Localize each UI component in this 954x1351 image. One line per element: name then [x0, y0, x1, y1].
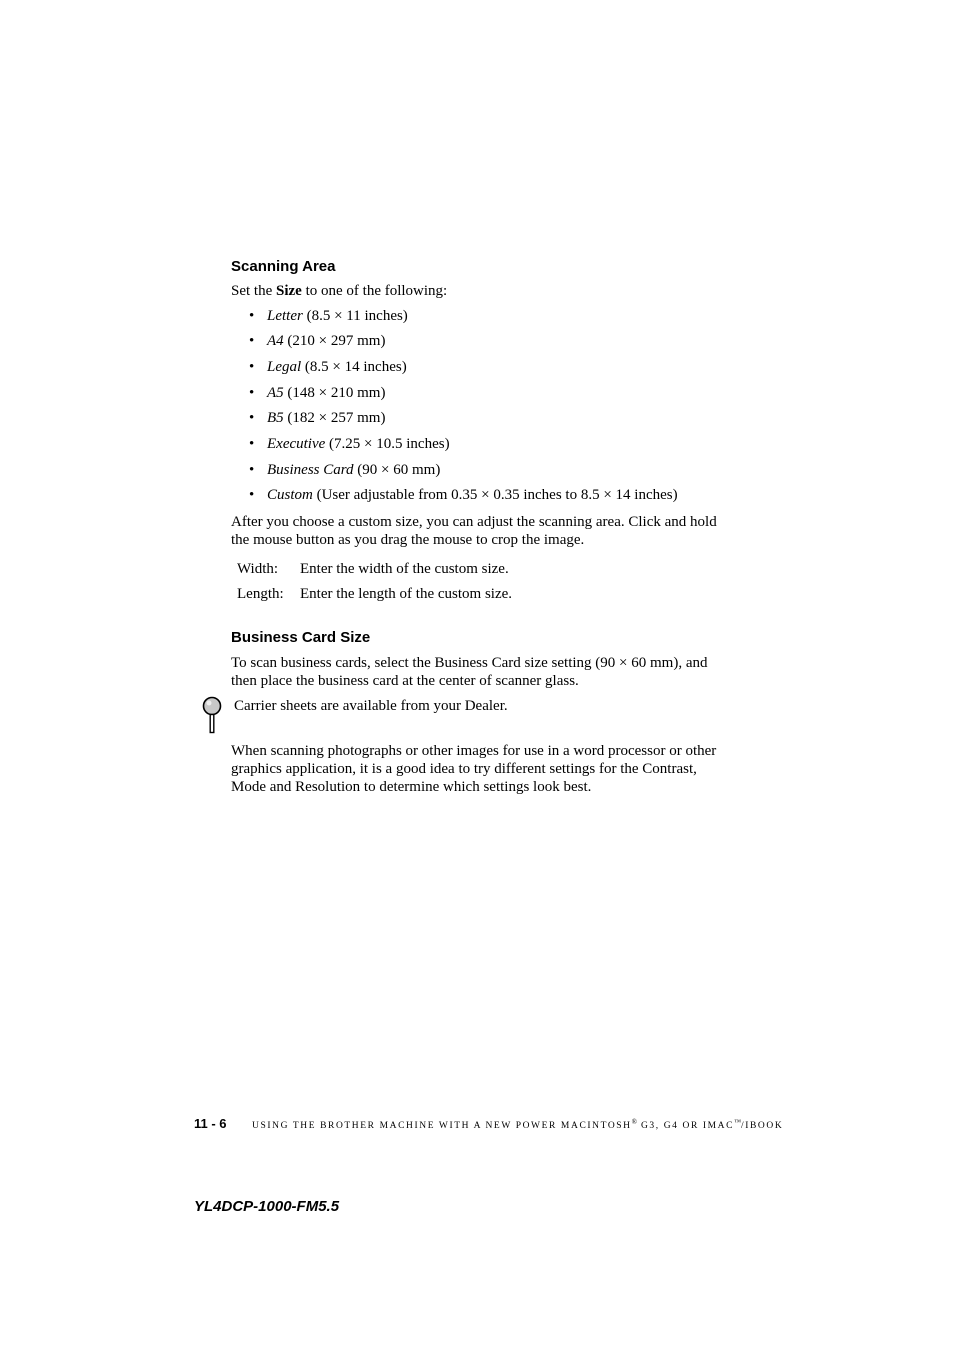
bullet: • — [249, 359, 255, 375]
def-term-length: Length: — [237, 586, 284, 602]
scanning-area-intro — [231, 282, 447, 300]
bullet: • — [249, 333, 255, 349]
bullet: • — [249, 410, 255, 426]
document-code: YL4DCP-1000-FM5.5 — [194, 1198, 340, 1215]
bullet: • — [249, 462, 255, 478]
bullet: • — [249, 385, 255, 401]
list-item: A5 (148 × 210 mm) — [267, 385, 386, 401]
custom-size-paragraph: After you choose a custom size, you can adjust the scanning area. Click and hold the mouse button as you drag the mouse to crop the image. — [231, 514, 717, 548]
list-item: B5 (182 × 257 mm) — [267, 410, 386, 426]
list-item: Legal (8.5 × 14 inches) — [267, 359, 407, 375]
intro-bold: Size — [276, 283, 302, 299]
list-item: Business Card (90 × 60 mm) — [267, 462, 441, 478]
intro-post: to one of the following: — [301, 283, 448, 299]
note-text: Carrier sheets are available from your Dealer. — [234, 698, 508, 714]
tip-paragraph: When scanning photographs or other images for use in a word processor or other graphics application, it is a good idea to try different settings for the Contrast, Mode and Resolution to determine which settings look best. — [231, 743, 717, 795]
business-card-paragraph: To scan business cards, select the Business Card size setting (90 × 60 mm), and then place the business card at the center of scanner glass. — [231, 655, 708, 689]
list-item: Custom (User adjustable from 0.35 × 0.35 inches to 8.5 × 14 inches) — [267, 487, 678, 503]
magnifier-pin-icon — [201, 696, 223, 739]
def-desc-width: Enter the width of the custom size. — [300, 561, 509, 577]
bullet: • — [249, 308, 255, 324]
running-footer: USING THE BROTHER MACHINE WITH A NEW POWER MACINTOSH® G3, G4 OR IMAC™/IBOOK — [252, 1118, 784, 1132]
section-heading-scanning-area: Scanning Area — [231, 258, 336, 275]
bullet: • — [249, 487, 255, 503]
def-desc-length: Enter the length of the custom size. — [300, 586, 513, 602]
bullet: • — [249, 436, 255, 452]
section-heading-business-card-size: Business Card Size — [231, 629, 371, 646]
page-number: 11 - 6 — [194, 1116, 227, 1131]
list-item: Executive (7.25 × 10.5 inches) — [267, 436, 450, 452]
def-term-width: Width: — [237, 561, 279, 577]
list-item: A4 (210 × 297 mm) — [267, 333, 386, 349]
intro-pre: Set the — [231, 283, 276, 299]
list-item: Letter (8.5 × 11 inches) — [267, 308, 408, 324]
